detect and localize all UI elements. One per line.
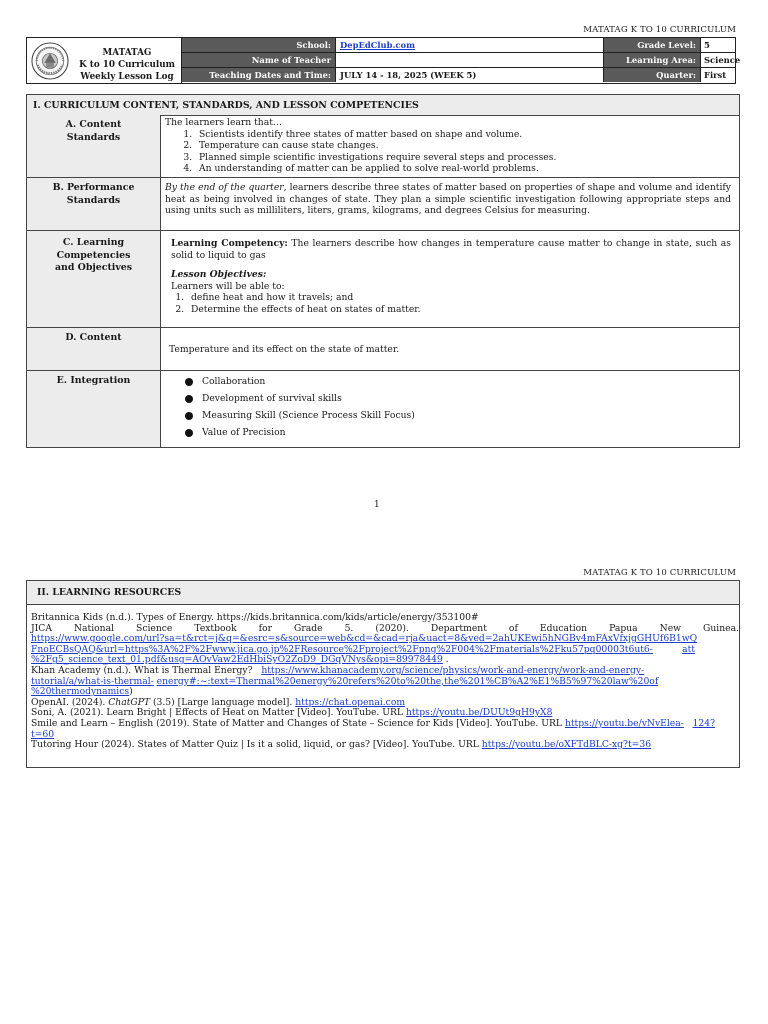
- section-title: I. CURRICULUM CONTENT, STANDARDS, AND LESSON COMPETENCIES: [27, 95, 739, 116]
- bullet-dot-icon: [185, 378, 193, 386]
- resource-link[interactable]: %20thermodynamics: [31, 686, 130, 698]
- competencies-row: [27, 231, 739, 328]
- list-item: 2. Determine the effects of heat on states of matter.: [187, 304, 731, 316]
- quarter-value: First: [704, 70, 727, 80]
- lesson-log-header: [26, 37, 741, 84]
- grade-value: 5: [704, 40, 710, 50]
- performance-text: , learners describe three states of matter based on properties of shape and volume and identify heat as being involved in changes of state. They plan a simple scientific investigation following appropriate steps and using units such as milliliters, liters, grams, kilograms, and degrees Celsius for measuring.: [165, 182, 731, 216]
- list-item: 3. Planned simple scientific investigations require several steps and processes.: [195, 152, 731, 164]
- competency-text: The learners describe how changes in temperature cause matter to change in state, such as solid to liquid to gas: [171, 238, 731, 261]
- performance-standards-label: [27, 178, 161, 230]
- learning-competency: [171, 238, 731, 261]
- teacher-value: [338, 53, 604, 67]
- logo-line3: Weekly Lesson Log: [80, 72, 174, 82]
- list-item: [185, 390, 731, 407]
- performance-emphasis: By the end of the quarter: [165, 182, 284, 193]
- logo-cell: [27, 38, 182, 83]
- logo-line2: K to 10 Curriculum: [79, 60, 175, 70]
- list-item: 2. Temperature can cause state changes.: [195, 140, 731, 152]
- resource-text: OpenAI. (2024).: [31, 696, 109, 708]
- header-row-teacher: [182, 53, 741, 68]
- resource-text: Tutoring Hour (2024). States of Matter Quiz | Is it a solid, liquid, or gas? [Video]. YouTube. URL: [31, 739, 482, 751]
- resource-text: (3.5) [Large language model].: [150, 696, 296, 708]
- label-line: C. Learning: [62, 237, 125, 248]
- integration-label: E. Integration: [27, 371, 161, 447]
- school-value: [338, 38, 604, 52]
- competency-label: Learning Competency:: [171, 238, 288, 249]
- resource-text: Smile and Learn – English (2019). State of Matter and Changes of State – Science for Kids [Video]. YouTube. URL: [31, 717, 565, 729]
- area-label: Learning Area:: [604, 53, 701, 67]
- content-label: D. Content: [27, 328, 161, 370]
- section-title: II. LEARNING RESOURCES: [27, 581, 739, 605]
- curriculum-section: [26, 94, 740, 448]
- resource-entry: [31, 719, 739, 730]
- bullet-dot-icon: [185, 395, 193, 403]
- content-body: Temperature and its effect on the state of matter.: [169, 344, 400, 355]
- learning-resources-section: [26, 580, 740, 768]
- resource-italic: ChatGPT: [108, 696, 151, 708]
- school-link[interactable]: DepEdClub.com: [340, 40, 415, 50]
- header-row-school: [182, 38, 735, 53]
- curriculum-tag: MATATAG K TO 10 CURRICULUM: [583, 568, 736, 578]
- objectives-title: Lesson Objectives:: [171, 269, 267, 280]
- school-label: School:: [182, 38, 336, 52]
- competencies-body: [171, 238, 731, 315]
- label-line: Standards: [66, 194, 121, 206]
- integration-item: Collaboration: [202, 375, 266, 387]
- resource-link[interactable]: %2Fg5_science_text_01.pdf&usg=AOvVaw2EdHbiSyO2ZoD9_DGqVNys&opi=89978449: [31, 654, 443, 666]
- bullet-dot-icon: [185, 429, 193, 437]
- label-line: Competencies: [56, 249, 131, 261]
- content-standards-label: [27, 115, 161, 177]
- list-item: [185, 373, 731, 390]
- resource-tail: ): [129, 686, 133, 698]
- resource-link[interactable]: https://www.google.com/url?sa=t&rct=j&q=&esrc=s&source=web&cd=&cad=rja&uact=8&ved=2ahUKEwi5hNGBv4mFAxVfxjgGHUf6B1wQ: [31, 633, 698, 645]
- header-row-dates: [182, 68, 735, 82]
- teacher-label: Name of Teacher: [182, 53, 336, 67]
- resource-entry: JICA National Science Textbook for Grade 5. (2020). Department of Education Papua New Guinea.: [31, 622, 739, 634]
- list-item: 1. Scientists identify three states of matter based on shape and volume.: [195, 129, 731, 141]
- resource-text: Soni, A. (2021). Learn Bright | Effects of Heat on Matter [Video]. YouTube. URL: [31, 707, 406, 719]
- objectives-list: [171, 292, 731, 315]
- resource-link[interactable]: https://youtu.be/vNvElea-: [564, 717, 684, 729]
- content-standards-body: [165, 117, 731, 175]
- label-line: B. Performance: [52, 182, 135, 193]
- quarter-label: Quarter:: [604, 68, 701, 82]
- curriculum-tag: MATATAG K TO 10 CURRICULUM: [583, 25, 736, 35]
- resource-link[interactable]: https://youtu.be/oXFTdBLC-xg?t=36: [481, 739, 652, 751]
- content-row: [27, 328, 739, 371]
- content-standards-list: [165, 129, 731, 175]
- label-line: Standards: [66, 131, 121, 143]
- performance-standards-body: [165, 182, 731, 217]
- area-value: Science: [704, 55, 741, 65]
- bullet-dot-icon: [185, 412, 193, 420]
- resource-link[interactable]: https://youtu.be/DUUt9gH9yX8: [405, 707, 553, 719]
- integration-body: [165, 373, 731, 441]
- resource-text: Khan Academy (n.d.). What is Thermal Energy?: [31, 664, 253, 676]
- resource-link[interactable]: 124?: [692, 717, 716, 729]
- content-standards-row: [27, 115, 739, 178]
- dates-label: Teaching Dates and Time:: [182, 68, 336, 82]
- resource-entry: [31, 740, 739, 751]
- resources-list: [31, 613, 739, 751]
- performance-standards-row: [27, 178, 739, 231]
- integration-item: Measuring Skill (Science Process Skill Focus): [202, 409, 415, 421]
- list-item: 4. An understanding of matter can be applied to solve real-world problems.: [195, 163, 731, 175]
- integration-item: Development of survival skills: [202, 392, 342, 404]
- objectives-intro: Learners will be able to:: [171, 280, 285, 292]
- content-intro: The learners learn that…: [165, 117, 283, 128]
- resource-link[interactable]: t=60: [31, 728, 55, 740]
- resource-link[interactable]: FnoECBsQAQ&url=https%3A%2F%2Fwww.jica.go.jp%2FResource%2Fproject%2Fpng%2F004%2Fmaterials%2Fku57pq00003t6ut6-: [31, 643, 653, 655]
- resource-tail: .: [442, 654, 449, 666]
- deped-seal-icon: [31, 42, 69, 80]
- list-item: 1. define heat and how it travels; and: [187, 292, 731, 304]
- page-number: 1: [374, 500, 380, 510]
- list-item: [185, 424, 731, 441]
- integration-row: [27, 371, 739, 447]
- resource-link-line: [31, 677, 739, 688]
- label-line: A. Content: [65, 119, 122, 130]
- grade-label: Grade Level:: [604, 38, 701, 52]
- logo-title: [75, 47, 179, 83]
- label-line: and Objectives: [54, 262, 133, 273]
- resource-link[interactable]: https://www.khanacademy.org/science/physics/work-and-energy/work-and-energy-: [261, 664, 645, 676]
- competencies-label: [27, 231, 161, 327]
- logo-line1: MATATAG: [102, 48, 152, 58]
- resource-link[interactable]: energy#:~:text=Thermal%20energy%20refers%20to%20the,the%201%CB%A2%E1%B5%97%20law%20of: [156, 675, 659, 687]
- resource-link[interactable]: att: [682, 643, 695, 655]
- integration-item: Value of Precision: [202, 426, 286, 438]
- resource-link[interactable]: tutorial/a/what-is-thermal-: [31, 675, 154, 687]
- dates-value: JULY 14 - 18, 2025 (WEEK 5): [338, 68, 604, 82]
- resource-entry: Britannica Kids (n.d.). Types of Energy. https://kids.britannica.com/kids/article/energy/353100#: [31, 612, 479, 623]
- resource-link[interactable]: https://chat.openai.com: [295, 696, 406, 708]
- list-item: [185, 407, 731, 424]
